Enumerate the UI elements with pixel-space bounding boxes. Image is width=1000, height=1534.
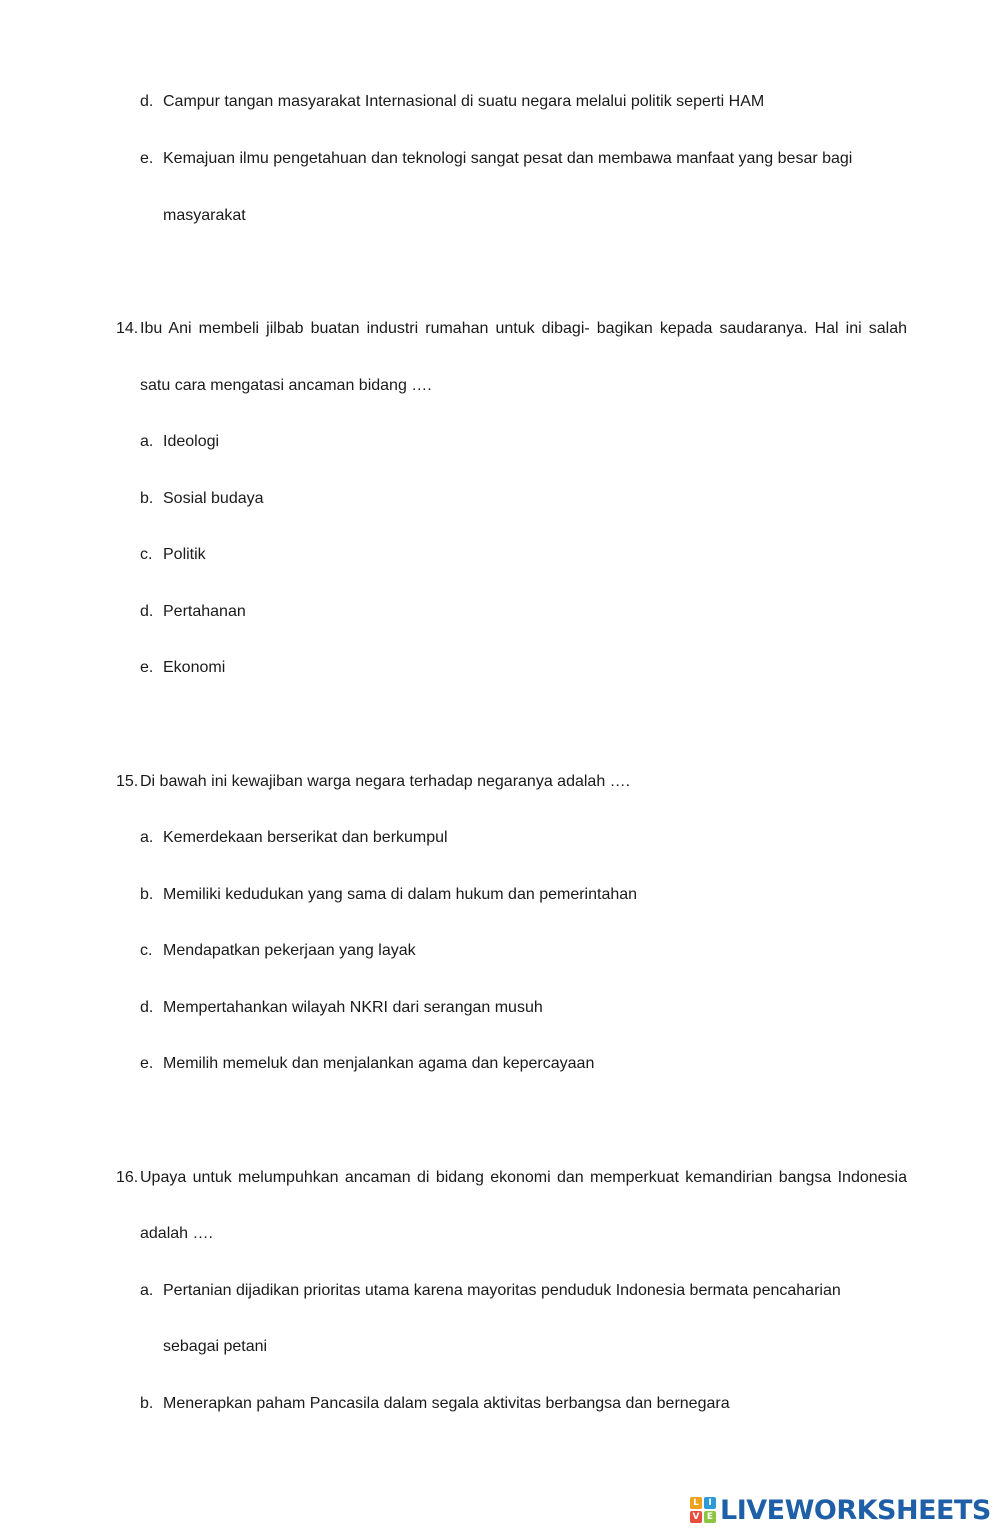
question-number: 16. [116, 1169, 139, 1186]
logo-mark-tile: I [704, 1497, 716, 1509]
option-text: Sosial budaya [163, 490, 264, 507]
option-letter: c. [140, 546, 153, 563]
option-letter: d. [140, 603, 154, 620]
question-text: adalah …. [140, 1225, 213, 1242]
option-text: sebagai petani [163, 1338, 268, 1355]
option-text: Memiliki kedudukan yang sama di dalam hukum dan pemerintahan [163, 886, 638, 903]
option-letter: b. [140, 490, 154, 507]
logo-mark-tile: V [690, 1511, 702, 1523]
option-text: Campur tangan masyarakat Internasional di suatu negara melalui politik seperti HAM [163, 93, 765, 110]
option-text: Mendapatkan pekerjaan yang layak [163, 942, 416, 959]
option-text: Politik [163, 546, 206, 563]
logo-mark-tile: E [704, 1511, 716, 1523]
option-letter: e. [140, 1055, 154, 1072]
option-text: Pertahanan [163, 603, 246, 620]
question-text: Di bawah ini kewajiban warga negara terhadap negaranya adalah …. [140, 773, 631, 790]
question-text: Ibu Ani membeli jilbab buatan industri rumahan untuk dibagi- bagikan kepada saudaranya. Hal ini salah [140, 320, 907, 337]
question-number: 14. [116, 320, 139, 337]
option-text: Menerapkan paham Pancasila dalam segala aktivitas berbangsa dan bernegara [163, 1395, 730, 1412]
option-letter: a. [140, 1282, 154, 1299]
option-text: masyarakat [163, 207, 246, 224]
option-letter: e. [140, 150, 154, 167]
option-letter: b. [140, 886, 154, 903]
option-letter: b. [140, 1395, 154, 1412]
option-text: Mempertahankan wilayah NKRI dari serangan musuh [163, 999, 543, 1016]
option-text: Memilih memeluk dan menjalankan agama dan kepercayaan [163, 1055, 595, 1072]
option-letter: c. [140, 942, 153, 959]
question-number: 15. [116, 773, 139, 790]
option-text: Ekonomi [163, 659, 226, 676]
logo-mark-icon [690, 1497, 716, 1523]
option-text: Kemerdekaan berserikat dan berkumpul [163, 829, 448, 846]
option-letter: a. [140, 433, 154, 450]
option-letter: a. [140, 829, 154, 846]
question-text: Upaya untuk melumpuhkan ancaman di bidang ekonomi dan memperkuat kemandirian bangsa Indonesia [140, 1169, 907, 1186]
option-text: Kemajuan ilmu pengetahuan dan teknologi sangat pesat dan membawa manfaat yang besar bagi [163, 150, 853, 167]
question-text: satu cara mengatasi ancaman bidang …. [140, 377, 432, 394]
logo-text: LIVEWORKSHEETS [720, 1494, 991, 1526]
option-letter: d. [140, 999, 154, 1016]
option-letter: d. [140, 93, 154, 110]
option-letter: e. [140, 659, 154, 676]
option-text: Pertanian dijadikan prioritas utama karena mayoritas penduduk Indonesia bermata pencaharian [163, 1282, 841, 1299]
liveworksheets-logo [690, 1494, 991, 1526]
option-text: Ideologi [163, 433, 220, 450]
logo-mark-tile: L [690, 1497, 702, 1509]
